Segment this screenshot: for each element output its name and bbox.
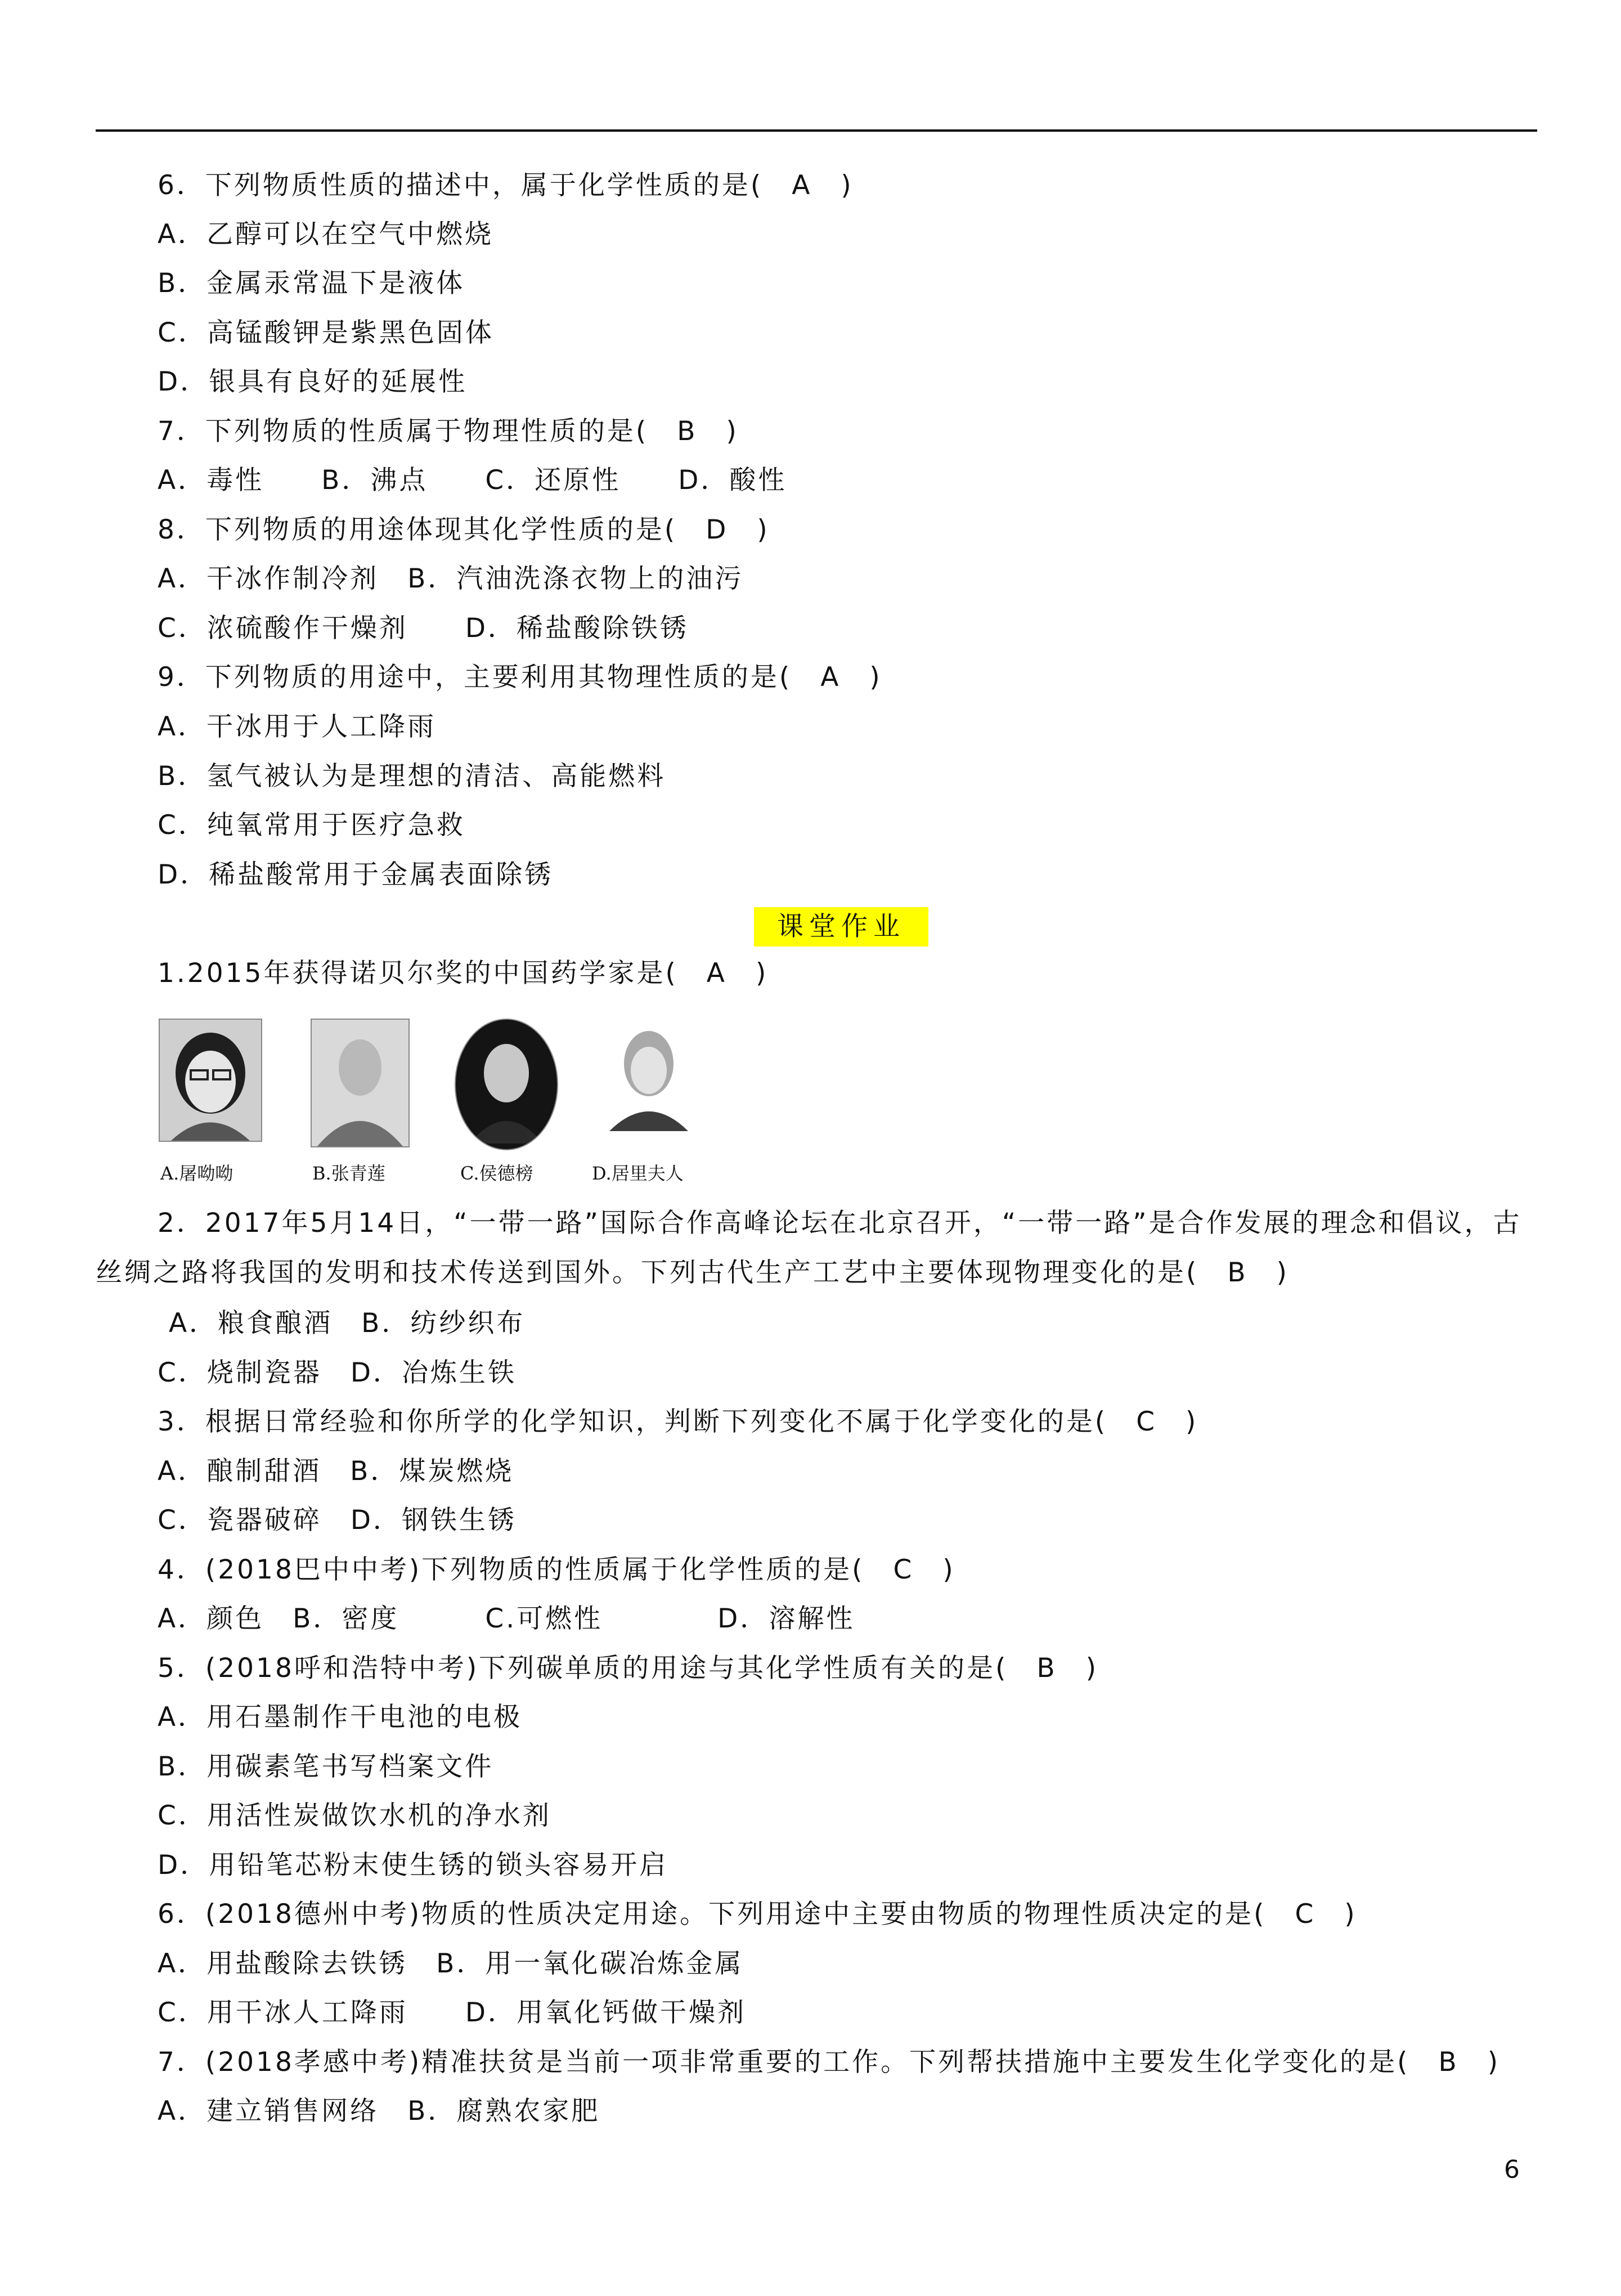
q8-stem: 8．下列物质的用途体现其化学性质的是( D ) bbox=[158, 514, 770, 545]
q9-option-b: B．氢气被认为是理想的清洁、高能燃料 bbox=[158, 761, 666, 792]
hw3-options-ab: A．酿制甜酒 B．煤炭燃烧 bbox=[158, 1456, 514, 1487]
portrait-a-image bbox=[159, 1019, 262, 1142]
q6-option-b: B．金属汞常温下是液体 bbox=[158, 268, 465, 299]
portrait-b-image bbox=[311, 1019, 410, 1147]
q9-stem: 9．下列物质的用途中，主要利用其物理性质的是( A ) bbox=[158, 662, 882, 693]
caption-d: D.居里夫人 bbox=[592, 1163, 684, 1184]
hw2-stem: 2．2017年5月14日，“一带一路”国际合作高峰论坛在北京召开，“一带一路”是合作发展的理念和倡议，古丝绸之路将我国的发明和技术传送到国外。下列古代生产工艺中主要体现物理变化的是( B ) bbox=[96, 1208, 1522, 1288]
hw1-stem: 1.2015年获得诺贝尔奖的中国药学家是( A ) bbox=[158, 958, 769, 989]
q9-option-a: A．干冰用于人工降雨 bbox=[158, 711, 437, 742]
portrait-c-image bbox=[455, 1019, 558, 1150]
caption-b: B.张青莲 bbox=[312, 1163, 385, 1184]
hw6-options-cd: C．用干冰人工降雨 D．用氧化钙做干燥剂 bbox=[158, 1997, 747, 2028]
hw6-options-ab: A．用盐酸除去铁锈 B．用一氧化碳冶炼金属 bbox=[158, 1948, 744, 1979]
page-number: 6 bbox=[1504, 2155, 1520, 2184]
q8-options-cd: C．浓硫酸作干燥剂 D．稀盐酸除铁锈 bbox=[158, 613, 689, 644]
hw5-stem: 5．(2018呼和浩特中考)下列碳单质的用途与其化学性质有关的是( B ) bbox=[158, 1653, 1099, 1684]
q6-stem: 6．下列物质性质的描述中，属于化学性质的是( A ) bbox=[158, 170, 854, 201]
section-title: 课堂作业 bbox=[754, 907, 928, 947]
hw3-options-cd: C．瓷器破碎 D．钢铁生锈 bbox=[158, 1505, 517, 1536]
caption-c: C.侯德榜 bbox=[460, 1163, 533, 1184]
hw5-option-c: C．用活性炭做饮水机的净水剂 bbox=[158, 1800, 551, 1831]
hw7-stem: 7．(2018孝感中考)精准扶贫是当前一项非常重要的工作。下列帮扶措施中主要发生化学变化的是( B ) bbox=[158, 2047, 1501, 2078]
hw5-option-a: A．用石墨制作干电池的电极 bbox=[158, 1702, 523, 1733]
q8-options-ab: A．干冰作制冷剂 B．汽油洗涤衣物上的油污 bbox=[158, 563, 744, 594]
q6-option-c: C．高锰酸钾是紫黑色固体 bbox=[158, 317, 494, 348]
hw4-stem: 4．(2018巴中中考)下列物质的性质属于化学性质的是( C ) bbox=[158, 1554, 955, 1585]
header-rule bbox=[96, 129, 1537, 132]
q7-stem: 7．下列物质的性质属于物理性质的是( B ) bbox=[158, 416, 739, 447]
hw7-options-ab: A．建立销售网络 B．腐熟农家肥 bbox=[158, 2096, 600, 2127]
q6-option-d: D．银具有良好的延展性 bbox=[158, 366, 468, 397]
hw2-options-cd: C．烧制瓷器 D．冶炼生铁 bbox=[158, 1357, 517, 1388]
hw3-stem: 3．根据日常经验和你所学的化学知识，判断下列变化不属于化学变化的是( C ) bbox=[158, 1406, 1198, 1437]
caption-a: A.屠呦呦 bbox=[160, 1163, 234, 1184]
q9-option-d: D．稀盐酸常用于金属表面除锈 bbox=[158, 859, 554, 890]
hw4-options: A．颜色 B．密度 C.可燃性 D．溶解性 bbox=[158, 1603, 855, 1634]
hw2-options-ab: A．粮食酿酒 B．纺纱织布 bbox=[169, 1308, 526, 1339]
portrait-d-image bbox=[607, 1019, 691, 1131]
hw5-option-d: D．用铅笔芯粉末使生锈的锁头容易开启 bbox=[158, 1850, 668, 1881]
hw6-stem: 6．(2018德州中考)物质的性质决定用途。下列用途中主要由物质的物理性质决定的是( C ) bbox=[158, 1899, 1357, 1930]
q7-options: A．毒性 B．沸点 C．还原性 D．酸性 bbox=[158, 465, 787, 496]
hw5-option-b: B．用碳素笔书写档案文件 bbox=[158, 1751, 494, 1782]
q6-option-a: A．乙醇可以在空气中燃烧 bbox=[158, 219, 494, 250]
q9-option-c: C．纯氧常用于医疗急救 bbox=[158, 810, 465, 841]
